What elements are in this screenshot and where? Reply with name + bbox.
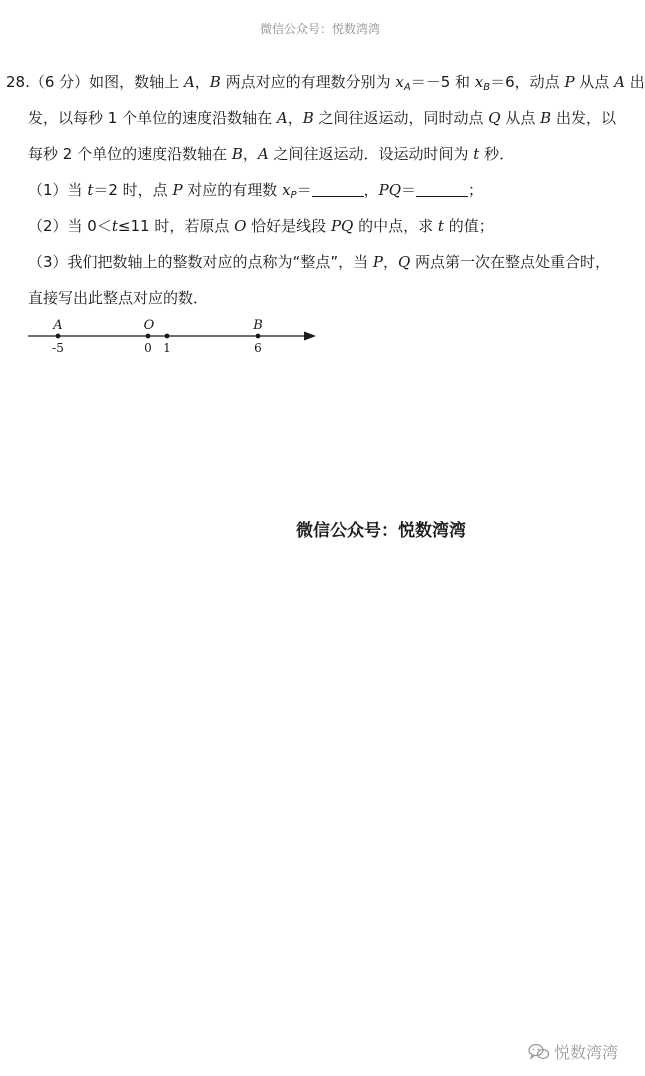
text-segment: （1）当	[28, 181, 88, 199]
question-line-1	[6, 72, 645, 98]
text-segment: （2）当 0＜	[28, 217, 112, 235]
math-PQ: PQ	[330, 217, 354, 235]
text-segment: 从点	[500, 109, 541, 127]
point-A-value: -5	[52, 341, 64, 355]
wechat-logo-icon	[528, 1043, 550, 1061]
math-A: A	[257, 145, 269, 163]
math-t: t	[473, 145, 480, 163]
math-P: P	[372, 253, 383, 271]
text-segment: 发，以每秒 1 个单位的速度沿数轴在	[28, 109, 277, 127]
subscript-B: B	[483, 82, 491, 93]
text-segment: 的中点，求	[353, 217, 438, 235]
point-B-label: B	[253, 318, 263, 333]
arrow-right-icon	[304, 332, 316, 341]
math-A: A	[276, 109, 288, 127]
math-x: x	[395, 73, 404, 91]
math-A: A	[614, 73, 625, 91]
text-segment: ，	[194, 73, 210, 91]
text-segment: 之间往返运动，同时动点	[313, 109, 489, 127]
text-segment: 直接写出此整点对应的数．	[28, 289, 209, 307]
text-segment: ≤11 时，若原点	[117, 217, 235, 235]
math-t: t	[437, 217, 444, 235]
text-segment: ，	[287, 109, 303, 127]
question-part-2	[28, 216, 494, 236]
math-PQ: PQ	[378, 181, 401, 199]
subscript-P: P	[290, 190, 297, 201]
math-x: x	[282, 181, 291, 199]
math-B: B	[302, 109, 314, 127]
question-line-3	[28, 144, 514, 164]
text-segment: ＝2 时，点	[93, 181, 173, 199]
text-segment: ，	[363, 181, 379, 199]
question-part-3	[28, 252, 610, 272]
text-segment: 秒．	[479, 145, 515, 163]
watermark-bottom	[528, 1040, 618, 1063]
point-A-dot	[56, 334, 61, 339]
question-part-3-cont	[28, 288, 208, 308]
watermark-bottom-text: 悦数湾湾	[554, 1043, 619, 1062]
math-Q: Q	[488, 109, 501, 127]
text-segment: ＝6，动点	[490, 73, 565, 91]
text-segment: ＝	[401, 181, 417, 199]
math-Q: Q	[397, 253, 411, 271]
text-segment: 恰好是线段	[246, 217, 331, 235]
point-O-label: O	[143, 318, 155, 333]
text-segment: 28.（6 分）如图，数轴上	[6, 73, 184, 91]
text-segment: 之间往返运动．设运动时间为	[268, 145, 474, 163]
math-B: B	[209, 73, 221, 91]
point-1-dot	[165, 334, 170, 339]
subscript-A: A	[403, 82, 411, 93]
math-t: t	[111, 217, 118, 235]
point-B-value: 6	[254, 341, 262, 355]
question-part-1	[28, 180, 483, 206]
math-P: P	[172, 181, 183, 199]
text-segment: 出	[624, 73, 645, 91]
point-O-dot	[146, 334, 151, 339]
text-segment: 两点对应的有理数分别为	[220, 73, 396, 91]
text-segment: 每秒 2 个单位的速度沿数轴在	[28, 145, 232, 163]
text-segment: （3）我们把数轴上的整数对应的点称为“整点”，当	[28, 253, 373, 271]
point-B-dot	[256, 334, 261, 339]
text-segment: ＝	[296, 181, 312, 199]
math-x: x	[474, 73, 484, 91]
text-segment: 从点	[574, 73, 615, 91]
math-t: t	[87, 181, 94, 199]
text-segment: 出发，以	[551, 109, 616, 127]
number-line-figure	[28, 318, 318, 360]
text-segment: 两点第一次在整点处重合时，	[410, 253, 611, 271]
math-B: B	[231, 145, 243, 163]
point-O-value: 0	[144, 341, 152, 355]
answer-blank-pq[interactable]	[416, 182, 468, 197]
text-segment: ，	[242, 145, 258, 163]
text-segment: ；	[468, 181, 484, 199]
watermark-text: 微信公众号：悦数湾湾	[296, 521, 466, 541]
point-A-label: A	[53, 318, 63, 333]
text-segment: 的值；	[443, 217, 494, 235]
answer-blank-xp[interactable]	[312, 182, 364, 197]
point-1-value: 1	[163, 341, 171, 355]
math-O: O	[234, 217, 247, 235]
page-header: 微信公众号：悦数湾湾	[259, 22, 380, 36]
math-A: A	[183, 73, 195, 91]
text-segment: ＝－5 和	[410, 73, 475, 91]
text-segment: 对应的有理数	[182, 181, 283, 199]
text-segment: ，	[382, 253, 398, 271]
math-P: P	[564, 73, 575, 91]
math-B: B	[540, 109, 552, 127]
question-line-2	[28, 108, 616, 128]
